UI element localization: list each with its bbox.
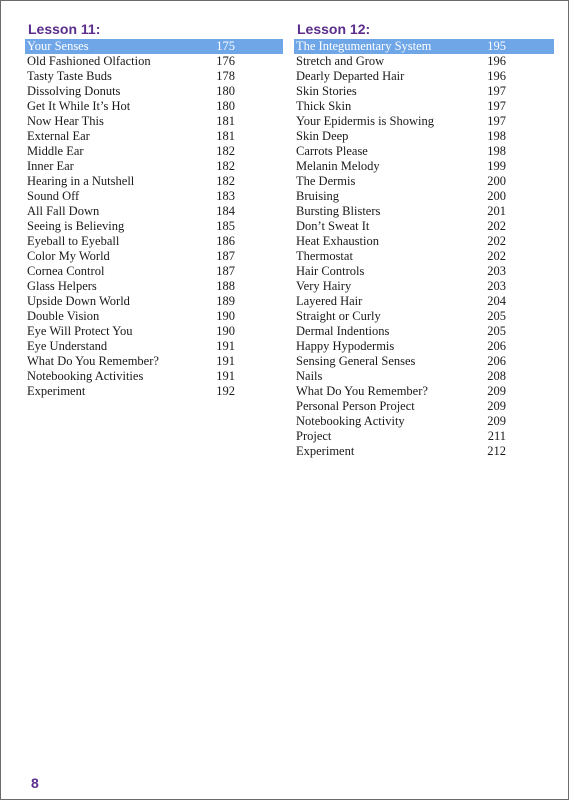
entry-title: What Do You Remember? xyxy=(296,384,428,398)
toc-entry xyxy=(25,174,283,189)
entry-title: The Integumentary System xyxy=(296,39,432,53)
entry-title: Stretch and Grow xyxy=(296,54,385,68)
entry-title: Experiment xyxy=(296,444,355,458)
entry-title: Bursting Blisters xyxy=(296,204,381,218)
entry-page-number: 212 xyxy=(487,444,506,458)
entry-title: Middle Ear xyxy=(27,144,84,158)
entry-page-number: 205 xyxy=(487,324,506,338)
entry-title: Now Hear This xyxy=(27,114,104,128)
entry-page-number: 209 xyxy=(487,414,506,428)
entry-page-number: 190 xyxy=(216,324,235,338)
entry-page-number: 199 xyxy=(487,159,506,173)
entry-page-number: 184 xyxy=(216,204,235,218)
lesson-entry-list xyxy=(25,39,283,399)
entry-page-number: 200 xyxy=(487,189,506,203)
toc-entry xyxy=(25,279,283,294)
entry-title: Inner Ear xyxy=(27,159,74,173)
entry-page-number: 189 xyxy=(216,294,235,308)
entry-title: Happy Hypodermis xyxy=(296,339,395,353)
entry-page-number: 188 xyxy=(216,279,235,293)
entry-page-number: 197 xyxy=(487,84,506,98)
entry-page-number: 208 xyxy=(487,369,506,383)
entry-title: What Do You Remember? xyxy=(27,354,159,368)
toc-entry xyxy=(25,54,283,69)
entry-page-number: 200 xyxy=(487,174,506,188)
toc-entry xyxy=(294,444,554,459)
lesson-heading-entry xyxy=(294,39,554,54)
entry-page-number: 182 xyxy=(216,159,235,173)
entry-title: Eyeball to Eyeball xyxy=(27,234,120,248)
entry-page-number: 202 xyxy=(487,249,506,263)
toc-entry xyxy=(25,339,283,354)
entry-page-number: 198 xyxy=(487,129,506,143)
toc-entry xyxy=(25,144,283,159)
entry-page-number: 203 xyxy=(487,279,506,293)
entry-title: Skin Deep xyxy=(296,129,349,143)
toc-entry xyxy=(25,114,283,129)
toc-entry xyxy=(294,249,554,264)
entry-title: Color My World xyxy=(27,249,110,263)
entry-title: Eye Will Protect You xyxy=(27,324,133,338)
entry-title: Sensing General Senses xyxy=(296,354,416,368)
entry-page-number: 198 xyxy=(487,144,506,158)
entry-page-number: 197 xyxy=(487,99,506,113)
toc-entry xyxy=(294,129,554,144)
entry-title: Project xyxy=(296,429,332,443)
toc-entry xyxy=(294,69,554,84)
lesson-12-section xyxy=(294,19,554,459)
entry-page-number: 187 xyxy=(216,264,235,278)
toc-entry xyxy=(25,354,283,369)
toc-entry xyxy=(25,189,283,204)
toc-entry xyxy=(25,369,283,384)
entry-page-number: 182 xyxy=(216,144,235,158)
toc-entry xyxy=(294,189,554,204)
toc-entry xyxy=(294,204,554,219)
toc-entry xyxy=(25,249,283,264)
lesson-entry-list xyxy=(294,39,554,459)
entry-page-number: 211 xyxy=(487,429,506,443)
entry-title: Personal Person Project xyxy=(296,399,415,413)
toc-entry xyxy=(294,54,554,69)
toc-entry xyxy=(25,384,283,399)
entry-page-number: 192 xyxy=(216,384,235,398)
toc-entry xyxy=(294,174,554,189)
entry-title: Layered Hair xyxy=(296,294,363,308)
toc-entry xyxy=(25,99,283,114)
entry-title: Your Epidermis is Showing xyxy=(296,114,434,128)
entry-page-number: 205 xyxy=(487,309,506,323)
entry-page-number: 185 xyxy=(216,219,235,233)
entry-title: Notebooking Activity xyxy=(296,414,405,428)
toc-entry xyxy=(25,294,283,309)
lesson-title: Lesson 11: xyxy=(28,21,101,37)
entry-title: External Ear xyxy=(27,129,90,143)
entry-page-number: 203 xyxy=(487,264,506,278)
entry-title: All Fall Down xyxy=(27,204,100,218)
toc-entry xyxy=(25,309,283,324)
entry-page-number: 209 xyxy=(487,384,506,398)
entry-page-number: 186 xyxy=(216,234,235,248)
toc-entry xyxy=(25,204,283,219)
entry-page-number: 178 xyxy=(216,69,235,83)
entry-page-number: 197 xyxy=(487,114,506,128)
entry-title: Thick Skin xyxy=(296,99,352,113)
page-number: 8 xyxy=(31,775,39,791)
entry-title: Cornea Control xyxy=(27,264,105,278)
lesson-title: Lesson 12: xyxy=(297,21,371,37)
entry-title: Skin Stories xyxy=(296,84,357,98)
toc-entry xyxy=(294,324,554,339)
entry-page-number: 196 xyxy=(487,54,506,68)
toc-entry xyxy=(294,339,554,354)
entry-title: Melanin Melody xyxy=(296,159,380,173)
lesson-11-section xyxy=(25,19,283,399)
entry-title: Sound Off xyxy=(27,189,80,203)
entry-page-number: 187 xyxy=(216,249,235,263)
entry-page-number: 206 xyxy=(487,339,506,353)
entry-page-number: 191 xyxy=(216,354,235,368)
entry-page-number: 201 xyxy=(487,204,506,218)
entry-page-number: 204 xyxy=(487,294,506,308)
entry-page-number: 195 xyxy=(487,39,506,53)
entry-title: Eye Understand xyxy=(27,339,108,353)
entry-page-number: 182 xyxy=(216,174,235,188)
entry-page-number: 190 xyxy=(216,309,235,323)
entry-page-number: 196 xyxy=(487,69,506,83)
entry-page-number: 181 xyxy=(216,129,235,143)
toc-entry xyxy=(294,264,554,279)
entry-page-number: 180 xyxy=(216,84,235,98)
entry-title: Hair Controls xyxy=(296,264,365,278)
entry-title: Upside Down World xyxy=(27,294,130,308)
toc-entry xyxy=(294,414,554,429)
entry-title: Very Hairy xyxy=(296,279,352,293)
toc-entry xyxy=(294,99,554,114)
entry-title: Glass Helpers xyxy=(27,279,97,293)
lesson-heading-entry xyxy=(25,39,283,54)
toc-entry xyxy=(25,69,283,84)
entry-title: Experiment xyxy=(27,384,86,398)
entry-page-number: 206 xyxy=(487,354,506,368)
toc-entry xyxy=(294,114,554,129)
entry-page-number: 175 xyxy=(216,39,235,53)
entry-title: Thermostat xyxy=(296,249,353,263)
toc-entry xyxy=(294,144,554,159)
entry-title: Get It While It’s Hot xyxy=(27,99,131,113)
entry-page-number: 180 xyxy=(216,99,235,113)
toc-entry xyxy=(294,84,554,99)
entry-page-number: 191 xyxy=(216,369,235,383)
entry-page-number: 202 xyxy=(487,234,506,248)
entry-title: Notebooking Activities xyxy=(27,369,144,383)
entry-title: Nails xyxy=(296,369,323,383)
toc-entry xyxy=(294,159,554,174)
toc-entry xyxy=(294,294,554,309)
entry-title: Straight or Curly xyxy=(296,309,381,323)
toc-entry xyxy=(25,324,283,339)
entry-title: Seeing is Believing xyxy=(27,219,125,233)
toc-entry xyxy=(294,429,554,444)
entry-title: Heat Exhaustion xyxy=(296,234,379,248)
entry-title: Dissolving Donuts xyxy=(27,84,121,98)
toc-entry xyxy=(294,384,554,399)
toc-entry xyxy=(25,129,283,144)
entry-title: Dearly Departed Hair xyxy=(296,69,405,83)
entry-title: Bruising xyxy=(296,189,340,203)
entry-title: Dermal Indentions xyxy=(296,324,390,338)
entry-page-number: 202 xyxy=(487,219,506,233)
toc-entry xyxy=(294,219,554,234)
entry-title: Your Senses xyxy=(27,39,89,53)
entry-page-number: 176 xyxy=(216,54,235,68)
entry-page-number: 191 xyxy=(216,339,235,353)
entry-title: Old Fashioned Olfaction xyxy=(27,54,151,68)
entry-title: Carrots Please xyxy=(296,144,368,158)
toc-entry xyxy=(25,219,283,234)
toc-entry xyxy=(25,84,283,99)
toc-entry xyxy=(25,159,283,174)
entry-title: Double Vision xyxy=(27,309,100,323)
toc-entry xyxy=(25,264,283,279)
entry-title: Tasty Taste Buds xyxy=(27,69,112,83)
entry-title: Don’t Sweat It xyxy=(296,219,370,233)
toc-entry xyxy=(294,354,554,369)
toc-entry xyxy=(294,309,554,324)
toc-entry xyxy=(294,234,554,249)
entry-page-number: 181 xyxy=(216,114,235,128)
entry-page-number: 183 xyxy=(216,189,235,203)
toc-entry xyxy=(294,369,554,384)
toc-entry xyxy=(25,234,283,249)
entry-page-number: 209 xyxy=(487,399,506,413)
entry-title: Hearing in a Nutshell xyxy=(27,174,135,188)
toc-entry xyxy=(294,399,554,414)
entry-title: The Dermis xyxy=(296,174,356,188)
toc-entry xyxy=(294,279,554,294)
